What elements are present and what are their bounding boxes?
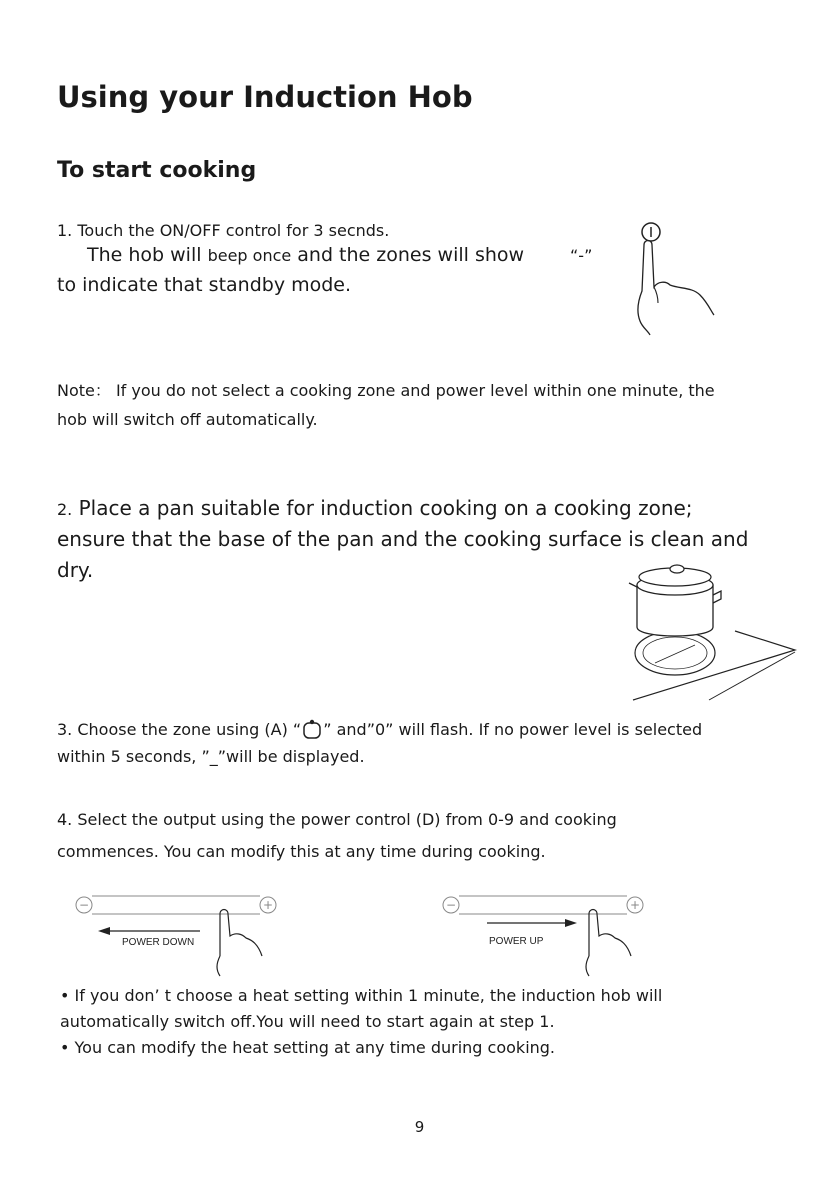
step-1-line-3: to indicate that standby mode. bbox=[57, 274, 352, 296]
step-2-line-3: dry. bbox=[57, 558, 94, 582]
power-up-label: POWER UP bbox=[489, 936, 544, 947]
page-number: 9 bbox=[414, 1118, 425, 1136]
power-down-label: POWER DOWN bbox=[122, 937, 195, 948]
step-3-text-a: 3. Choose the zone using (A) “ bbox=[57, 720, 302, 739]
standby-symbol-text: “-” bbox=[570, 246, 593, 265]
minus-symbol: − bbox=[445, 898, 457, 912]
page-title: Using your Induction Hob bbox=[57, 80, 473, 114]
step-1-beep-text: beep once bbox=[207, 246, 292, 265]
step-2-line-1 bbox=[57, 493, 693, 525]
step-2-text: Place a pan suitable for induction cooking on a cooking zone; bbox=[72, 496, 693, 520]
minus-symbol: − bbox=[78, 898, 90, 912]
bullet-1-line-2: automatically switch off.You will need to start again at step 1. bbox=[60, 1012, 555, 1031]
step-3-line-2: within 5 seconds, ”_”will be displayed. bbox=[57, 747, 365, 766]
step-2-line-2: ensure that the base of the pan and the cooking surface is clean and bbox=[57, 527, 749, 551]
note-line-1: Note： If you do not select a cooking zone and power level within one minute, the bbox=[57, 381, 715, 400]
pan-on-hob-icon bbox=[625, 555, 805, 705]
step-1-line-2 bbox=[87, 244, 524, 266]
step-1-text-a: The hob will bbox=[87, 244, 208, 266]
bullet-1-line-1: • If you don’ t choose a heat setting within 1 minute, the induction hob will bbox=[60, 986, 663, 1005]
power-down-slider-diagram bbox=[70, 888, 290, 978]
bullet-2: • You can modify the heat setting at any time during cooking. bbox=[60, 1038, 556, 1057]
section-heading: To start cooking bbox=[57, 158, 257, 183]
step-1-line-1: 1. Touch the ON/OFF control for 3 secnds. bbox=[57, 221, 390, 240]
step-1-text-c: and the zones will show bbox=[291, 244, 525, 266]
step-4-line-1: 4. Select the output using the power control (D) from 0-9 and cooking bbox=[57, 810, 617, 829]
step-2-number: 2. bbox=[57, 500, 73, 519]
plus-symbol: + bbox=[262, 898, 274, 912]
step-3-line-1 bbox=[57, 719, 702, 739]
note-line-2: hob will switch off automatically. bbox=[57, 410, 318, 429]
finger-touch-onoff-icon bbox=[600, 215, 730, 345]
plus-symbol: + bbox=[629, 898, 641, 912]
zone-select-icon bbox=[301, 719, 323, 739]
step-3-text-b: ” and”0” will flash. If no power level is selected bbox=[323, 720, 703, 739]
step-4-line-2: commences. You can modify this at any time during cooking. bbox=[57, 842, 546, 861]
power-up-slider-diagram bbox=[437, 888, 657, 978]
